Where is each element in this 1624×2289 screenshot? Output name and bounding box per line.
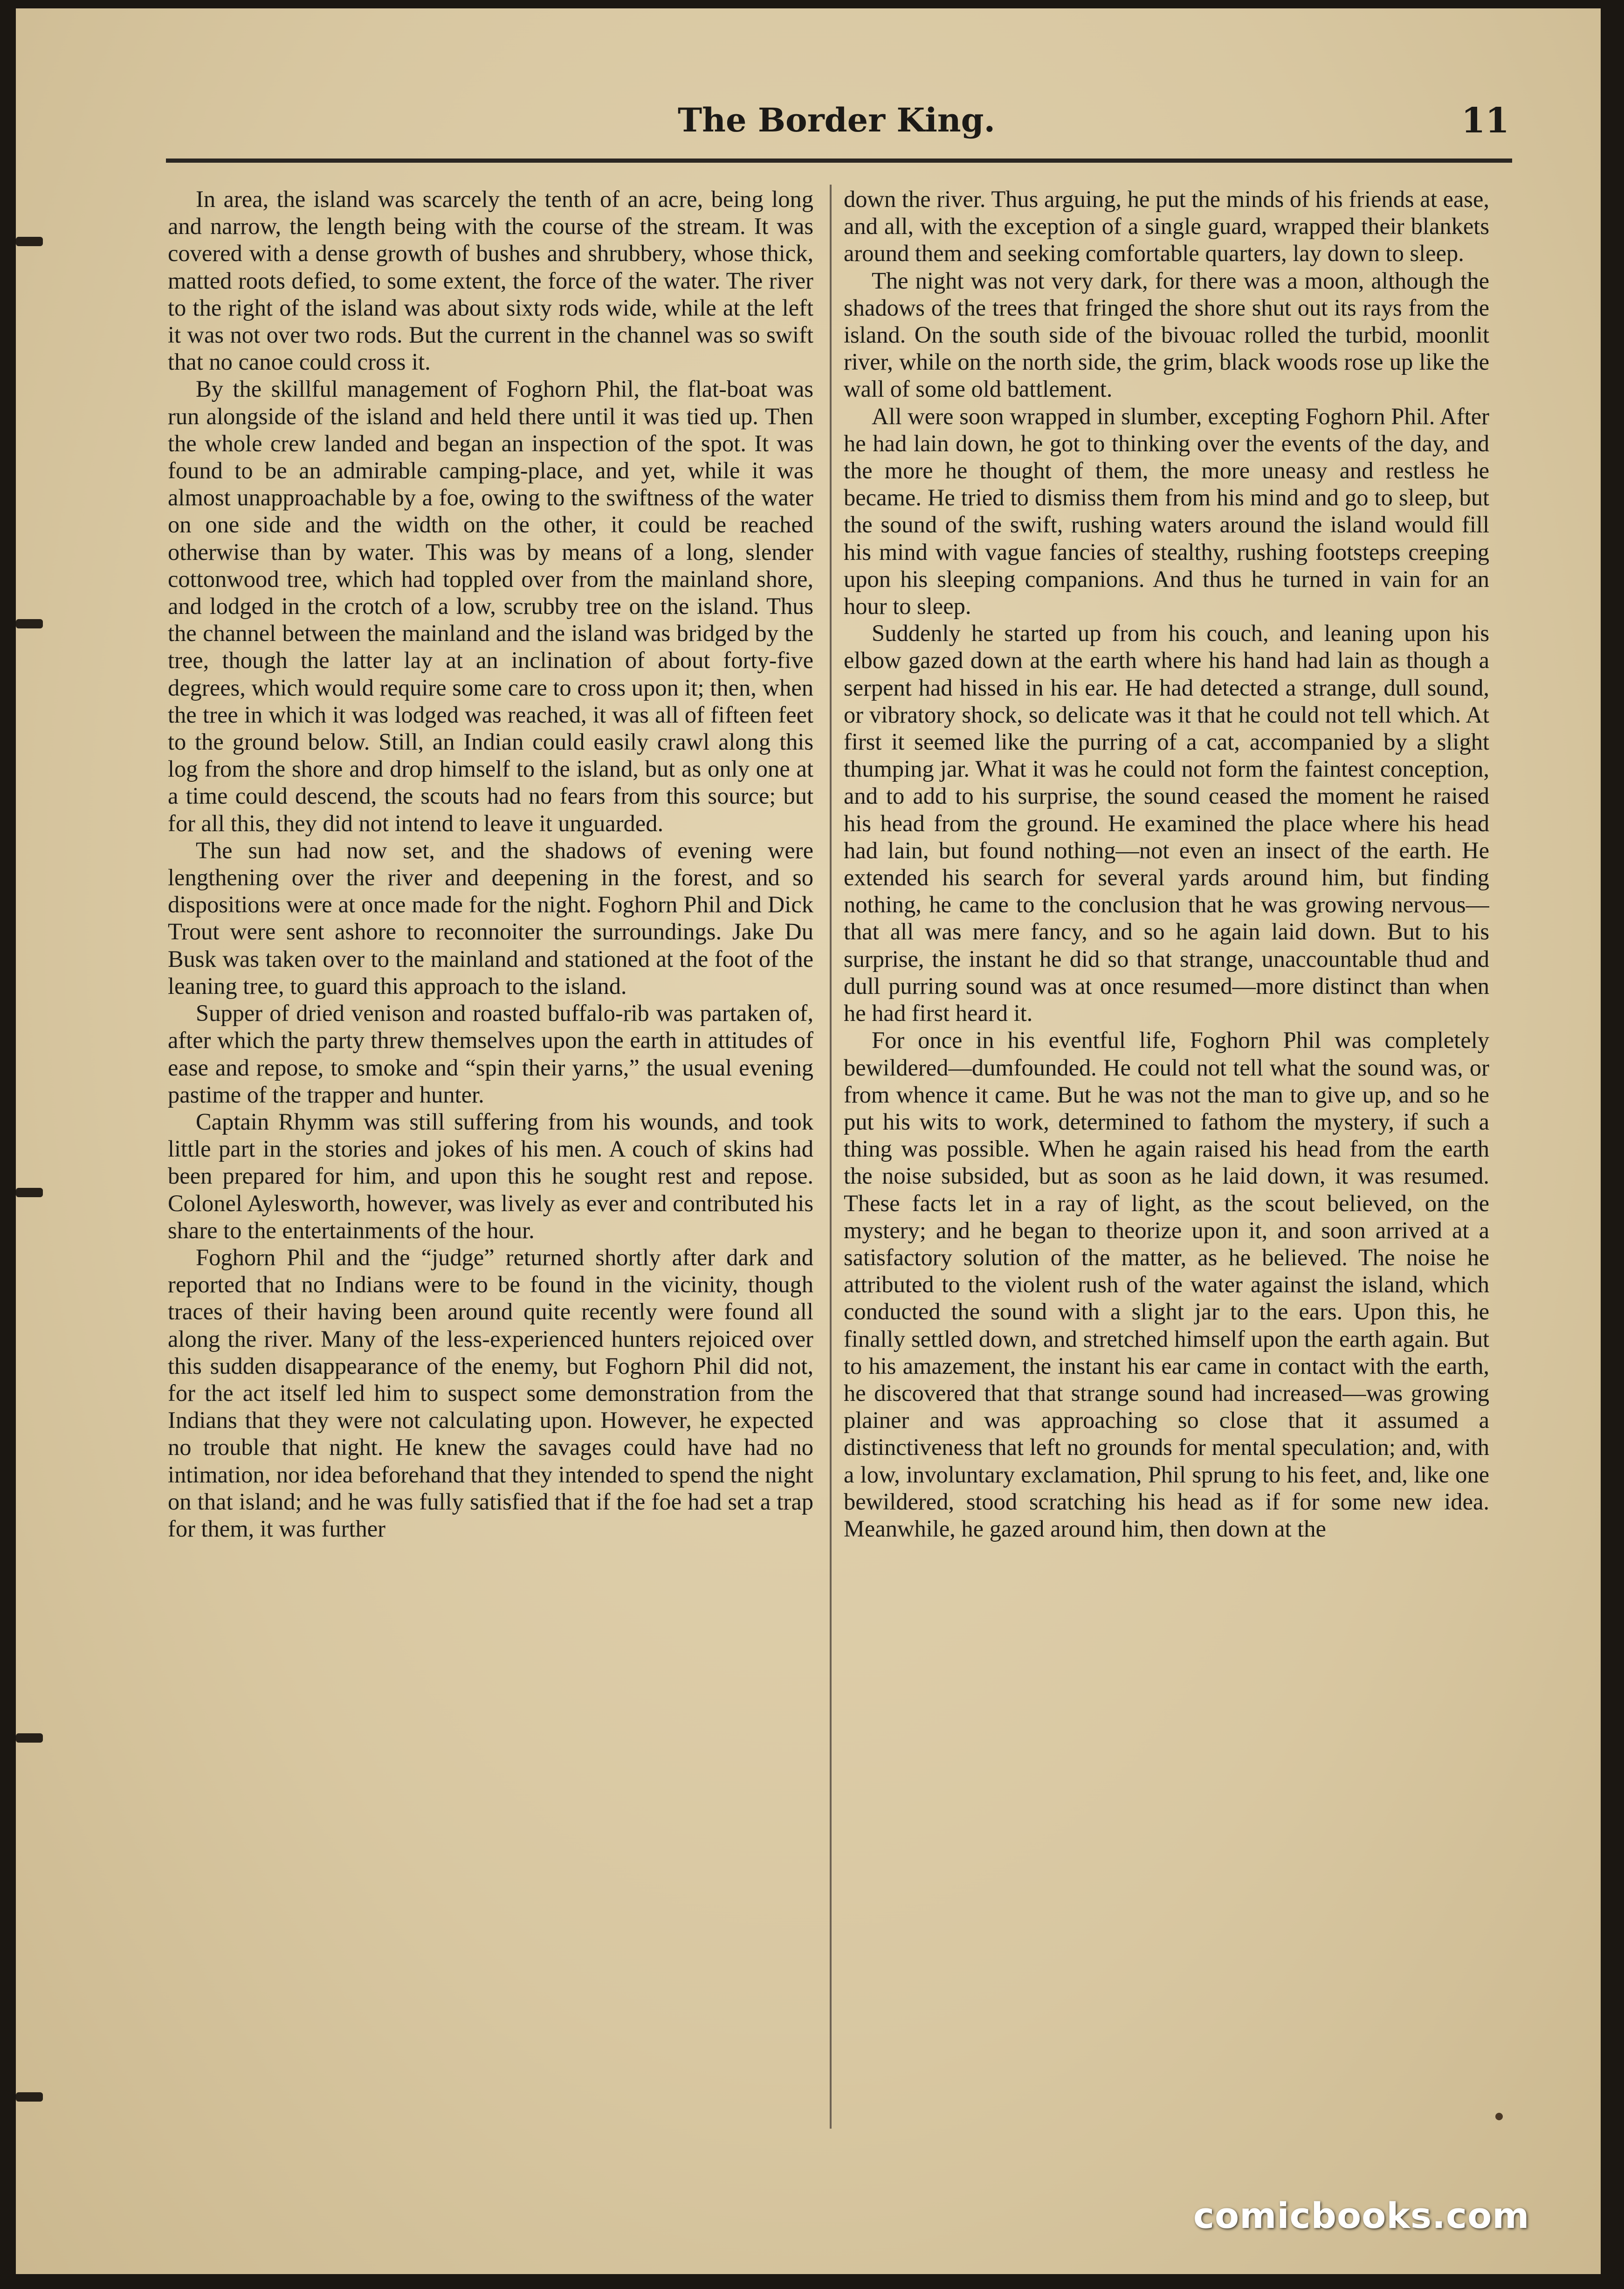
binding-hole: [16, 619, 43, 628]
paragraph: In area, the island was scarcely the tenth of an acre, being long and narrow, the length being with the course of the stream. It was covered with a dense growth of bushes and shrubbery, whose thick, matted roots defied, to some extent, the force of the water. The river to the right of the island was about sixty rods wide, while at the left it was not over two rods. But the current in the channel was so swift that no canoe could cross it.: [168, 186, 813, 375]
right-column: [844, 186, 1489, 2144]
paragraph: Supper of dried venison and roasted buffalo-rib was partaken of, after which the party threw themselves upon the earth in attitudes of ease and repose, to smoke and “spin their yarns,” the usual evening pastime of the trapper and hunter.: [168, 1000, 813, 1108]
paragraph: By the skillful management of Foghorn Phil, the flat-boat was run alongside of the island and held there until it was tied up. Then the whole crew landed and began an inspection of the spot. It was found to be an admirable camping-place, and yet, while it was almost unapproachable by a foe, owing to the swiftness of the water on one side and the width on the other, it could be reached otherwise than by water. This was by means of a long, slender cottonwood tree, which had toppled over from the mainland shore, and lodged in the crotch of a low, scrubby tree on the island. Thus the channel between the mainland and the island was bridged by the tree, though the latter lay at an inclination of about forty-five degrees, which would require some care to cross upon it; then, when the tree in which it was lodged was reached, it was all of fifteen feet to the ground below. Still, an Indian could easily crawl along this log from the shore and drop himself to the island, but as only one at a time could descend, the scouts had no fears from this source; but for all this, they did not intend to leave it unguarded.: [168, 376, 813, 836]
page-number: 11: [1461, 101, 1509, 141]
paragraph: Foghorn Phil and the “judge” returned shortly after dark and reported that no Indians were to be found in the vicinity, though traces of their having been around quite recently were found all along the river. Many of the less-experienced hunters rejoiced over this sudden disappearance of the enemy, but Foghorn Phil did not, for the act itself led him to suspect some demonstration from the Indians that they were not calculating upon. However, he expected no trouble that night. He knew the savages could have had no intimation, nor idea beforehand that they intended to spend the night on that island; and he was fully satisfied that if the foe had set a trap for them, it was further: [168, 1244, 813, 1542]
ink-spot: [1495, 2113, 1503, 2120]
watermark: comicbooks.com: [1193, 2195, 1530, 2236]
binding-hole: [16, 1733, 43, 1743]
binding-hole: [16, 237, 43, 246]
paragraph: The night was not very dark, for there was a moon, although the shadows of the trees that fringed the shore shut out its rays from the island. On the south side of the bivouac rolled the turbid, moonlit river, while on the north side, the grim, black woods rose up like the wall of some old battlement.: [844, 267, 1489, 402]
paragraph: Suddenly he started up from his couch, and leaning upon his elbow gazed down at the earth where his hand had lain as though a serpent had hissed in his ear. He had detected a strange, dull sound, or vibratory shock, so delicate was it that he could not tell which. At first it seemed like the purring of a cat, accompanied by a slight thumping jar. What it was he could not form the faintest conception, and to add to his surprise, the sound ceased the moment he raised his head from the ground. He examined the place where his head had lain, but found nothing—not even an insect of the earth. He extended his search for several yards around him, but finding nothing, he came to the conclusion that he was growing nervous—that all was mere fancy, and so he again laid down. But to his surprise, the instant he did so that strange, unaccountable thud and dull purring sound was at once resumed—more distinct than when he had first heard it.: [844, 620, 1489, 1027]
column-divider: [830, 185, 832, 2129]
paragraph: All were soon wrapped in slumber, excepting Foghorn Phil. After he had lain down, he got to thinking over the events of the day, and the more he thought of them, the more uneasy and restless he became. He tried to dismiss them from his mind and go to sleep, but the sound of the swift, rushing waters around the island would fill his mind with vague fancies of stealthy, rushing footsteps creeping upon his sleeping companions. And thus he turned in vain for an hour to sleep.: [844, 403, 1489, 620]
paragraph: The sun had now set, and the shadows of evening were lengthening over the river and deepening in the forest, and so dispositions were at once made for the night. Foghorn Phil and Dick Trout were sent ashore to reconnoiter the surroundings. Jake Du Busk was taken over to the mainland and stationed at the foot of the leaning tree, to guard this approach to the island.: [168, 837, 813, 999]
book-page: [16, 8, 1601, 2274]
binding-hole: [16, 2092, 43, 2102]
running-title: The Border King.: [678, 101, 995, 139]
paragraph: For once in his eventful life, Foghorn Phil was completely bewildered—dumfounded. He could not tell what the sound was, or from whence it came. But he was not the man to give up, and so he put his wits to work, determined to fathom the mystery, if such a thing was possible. When he again raised his head from the earth the noise subsided, but as soon as he laid down, it was resumed. These facts let in a ray of light, as the scout believed, on the mystery; and he began to theorize upon it, and soon arrived at a satisfactory solution of the matter, as he believed. The noise he attributed to the violent rush of the water against the island, which conducted the sound with a slight jar to the ears. Upon this, he finally settled down, and stretched himself upon the earth again. But to his amazement, the instant his ear came in contact with the earth, he discovered that that strange sound had increased—was growing plainer and was approaching so close that it assumed a distinctiveness that left no grounds for mental speculation; and, with a low, involuntary exclamation, Phil sprung to his feet, and, like one bewildered, stood scratching his head as if for some new idea. Meanwhile, he gazed around him, then down at the: [844, 1027, 1489, 1542]
header-rule: [166, 159, 1512, 163]
binding-hole: [16, 1188, 43, 1197]
paragraph: Captain Rhymm was still suffering from his wounds, and took little part in the stories and jokes of his men. A couch of skins had been prepared for him, and upon this he sought rest and repose. Colonel Aylesworth, however, was lively as ever and contributed his share to the entertainments of the hour.: [168, 1108, 813, 1243]
left-column: [168, 186, 813, 2144]
paragraph: down the river. Thus arguing, he put the minds of his friends at ease, and all, with the exception of a single guard, wrapped their blankets around them and seeking comfortable quarters, lay down to sleep.: [844, 186, 1489, 267]
